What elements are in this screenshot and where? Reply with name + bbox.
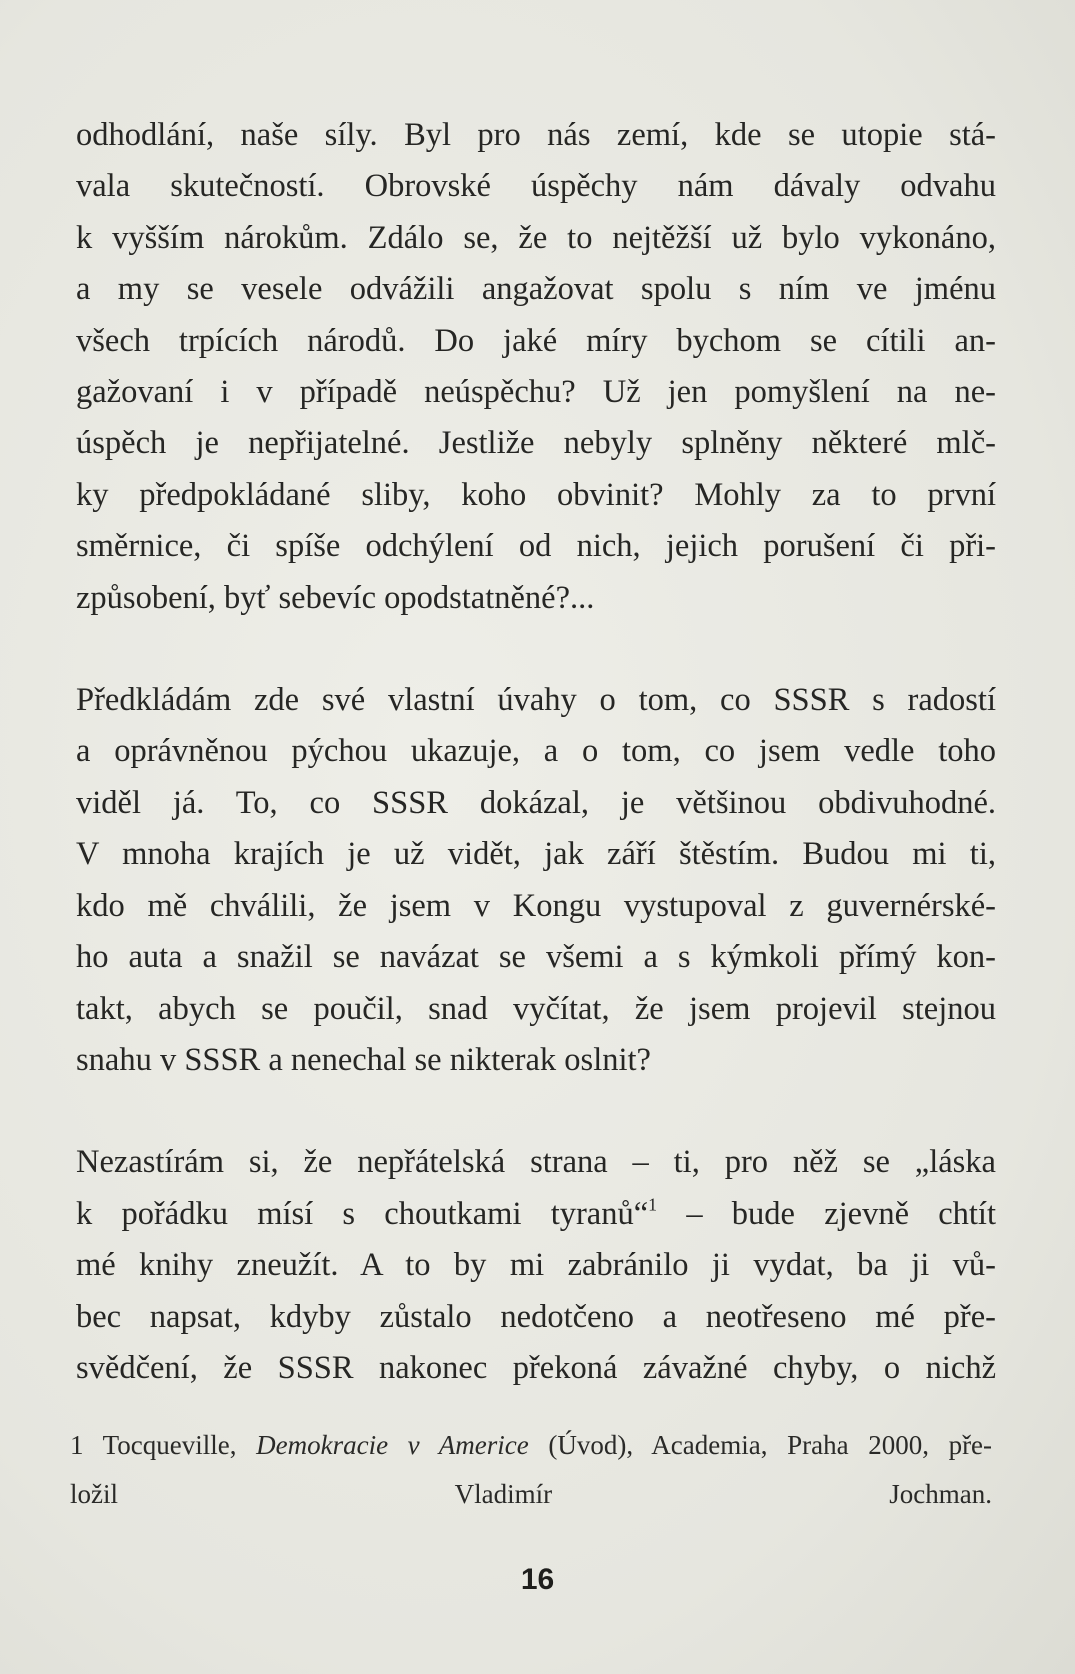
text-line: viděl já. To, co SSSR dokázal, je většinou obdivuhodné.: [76, 784, 996, 821]
footnote-publication: (Úvod), Academia, Praha 2000, pře-: [548, 1430, 993, 1460]
paragraph-gap: [76, 1086, 996, 1137]
text-line: ky předpokládané sliby, koho obvinit? Mohly za to první: [76, 476, 996, 513]
text-line: odhodlání, naše síly. Byl pro nás zemí, kde se utopie stá-: [76, 117, 996, 153]
footnote-author: Tocqueville,: [102, 1430, 237, 1460]
text-line: Předkládám zde své vlastní úvahy o tom, co SSSR s radostí: [76, 682, 996, 719]
text-line: kdo mě chválili, že jsem v Kongu vystupoval z guvernérské-: [76, 887, 996, 924]
text-line: způsobení, byť sebevíc opodstatněné?...: [76, 579, 595, 616]
text-line: směrnice, či spíše odchýlení od nich, jejich porušení či při-: [76, 528, 996, 565]
text-line: V mnoha krajích je už vidět, jak září štěstím. Budou mi ti,: [76, 836, 996, 873]
text-line: takt, abych se poučil, snad vyčítat, že jsem projevil stejnou: [76, 990, 996, 1027]
footnote: [70, 1421, 992, 1519]
footnote-number: 1: [70, 1430, 84, 1460]
paragraph-1: [76, 110, 996, 624]
page-number: 16: [520, 1563, 555, 1596]
text-line: bec napsat, kdyby zůstalo nedotčeno a neotřeseno mé pře-: [76, 1298, 996, 1335]
footnote-book-title: Demokracie v Americe: [256, 1430, 529, 1460]
text-line: všech trpících národů. Do jaké míry bychom se cítili an-: [76, 322, 996, 359]
text-line: a my se vesele odvážili angažovat spolu s ním ve jménu: [76, 271, 996, 308]
text-line: úspěch je nepřijatelné. Jestliže nebyly splněny některé mlč-: [76, 425, 996, 462]
text-segment: k pořádku mísí s choutkami tyranů“: [76, 1195, 649, 1232]
text-line-with-footnote: [76, 1189, 996, 1240]
text-line: gažovaní i v případě neúspěchu? Už jen pomyšlení na ne-: [76, 374, 996, 411]
text-line: svědčení, že SSSR nakonec překoná závažné chyby, o nichž: [76, 1349, 996, 1386]
paragraph-2: [76, 675, 996, 1086]
footnote-line: [70, 1421, 992, 1470]
footnote-line: ložil Vladimír Jochman.: [70, 1479, 992, 1509]
paragraph-3: [76, 1137, 996, 1394]
text-line: mé knihy zneužít. A to by mi zabránilo ji vydat, ba ji vů-: [76, 1247, 996, 1284]
text-line: snahu v SSSR a nenechal se nikterak oslnit?: [76, 1041, 651, 1078]
text-line: a oprávněnou pýchou ukazuje, a o tom, co jsem vedle toho: [76, 733, 996, 770]
text-segment: – bude zjevně chtít: [657, 1195, 996, 1232]
text-line: vala skutečností. Obrovské úspěchy nám dávaly odvahu: [76, 168, 996, 205]
body-text: [76, 110, 996, 1394]
text-line: k vyšším nárokům. Zdálo se, že to nejtěžší už bylo vykonáno,: [76, 219, 996, 256]
footnote-reference: 1: [648, 1194, 658, 1215]
text-line: Nezastírám si, že nepřátelská strana – ti, pro něž se „láska: [76, 1144, 996, 1181]
text-line: ho auta a snažil se navázat se všemi a s kýmkoli přímý kon-: [76, 939, 996, 976]
paragraph-gap: [76, 624, 996, 675]
